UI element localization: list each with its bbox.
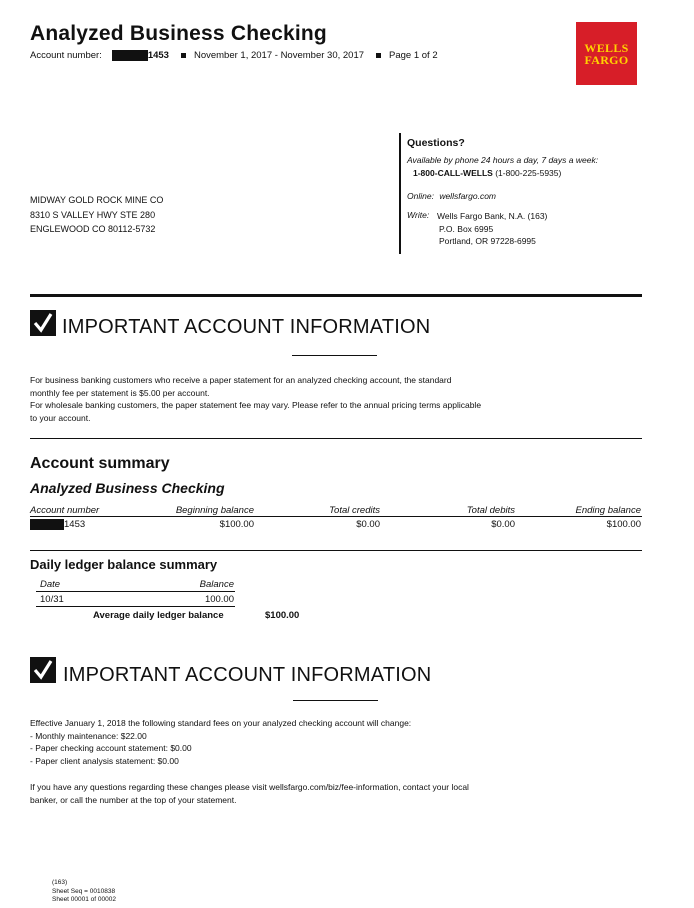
section-divider bbox=[30, 550, 642, 551]
address-line: ENGLEWOOD CO 80112-5732 bbox=[30, 224, 156, 234]
important-info-heading: IMPORTANT ACCOUNT INFORMATION bbox=[63, 664, 432, 686]
important-info-heading: IMPORTANT ACCOUNT INFORMATION bbox=[62, 316, 431, 338]
total-credits-value: $0.00 bbox=[356, 519, 380, 530]
phone-number: (1-800-225-5935) bbox=[495, 168, 562, 178]
write-label: Write: bbox=[407, 210, 430, 220]
notice-line: For wholesale banking customers, the paper statement fee may vary. Please refer to the annual pricing terms applicable bbox=[30, 400, 482, 410]
footer-line: Sheet 00001 of 00002 bbox=[52, 896, 116, 903]
write-block bbox=[407, 210, 637, 248]
customer-address bbox=[30, 193, 163, 237]
notice-line: For business banking customers who receive a paper statement for an analyzed checking account, the standard bbox=[30, 375, 452, 385]
account-last4: 1453 bbox=[64, 519, 86, 530]
questions-box bbox=[399, 133, 637, 254]
write-line: P.O. Box 6995 bbox=[439, 223, 494, 234]
notice-line: - Paper checking account statement: $0.00 bbox=[30, 743, 192, 753]
logo-line-1: WELLS bbox=[584, 40, 629, 55]
heading-underline bbox=[293, 700, 378, 701]
ledger-row-rule bbox=[36, 606, 235, 607]
online-url[interactable]: wellsfargo.com bbox=[439, 191, 496, 201]
product-name: Analyzed Business Checking bbox=[30, 480, 225, 496]
notice-line: - Paper client analysis statement: $0.00 bbox=[30, 755, 179, 766]
col-total-debits: Total debits bbox=[466, 505, 515, 516]
notice-line: banker, or call the number at the top of your statement. bbox=[30, 794, 237, 805]
wells-fargo-logo bbox=[576, 22, 637, 85]
table-header-rule bbox=[30, 516, 642, 517]
section-divider bbox=[30, 438, 642, 439]
redacted-block bbox=[30, 519, 64, 530]
statement-period: November 1, 2017 - November 30, 2017 bbox=[193, 50, 365, 61]
fee-change-paragraph bbox=[30, 717, 530, 767]
avg-ledger-label: Average daily ledger balance bbox=[93, 610, 224, 621]
notice-line: - Monthly maintenance: $22.00 bbox=[30, 730, 147, 741]
redacted-block bbox=[112, 50, 148, 61]
beginning-balance-value: $100.00 bbox=[219, 519, 254, 530]
summary-account-cell bbox=[30, 519, 85, 530]
col-beginning-balance: Beginning balance bbox=[175, 505, 254, 516]
col-total-credits: Total credits bbox=[329, 505, 380, 516]
account-number-label: Account number: bbox=[30, 50, 102, 61]
notice-line: to your account. bbox=[30, 412, 91, 423]
ledger-balance: 100.00 bbox=[204, 594, 234, 605]
ledger-date: 10/31 bbox=[40, 594, 64, 605]
heading-underline bbox=[292, 355, 377, 356]
checkmark-icon bbox=[30, 310, 56, 336]
account-line bbox=[30, 50, 438, 61]
questions-title: Questions? bbox=[407, 137, 465, 149]
avg-ledger-value: $100.00 bbox=[265, 610, 300, 621]
contact-paragraph bbox=[30, 781, 550, 806]
bullet-square-icon bbox=[181, 53, 186, 58]
logo-line-2: FARGO bbox=[584, 52, 629, 67]
notice-line: If you have any questions regarding these changes please visit wellsfargo.com/biz/fee-information, contact your local bbox=[30, 782, 469, 792]
sheet-footer bbox=[52, 879, 116, 905]
ending-balance-value: $100.00 bbox=[606, 519, 641, 530]
bullet-square-icon bbox=[376, 53, 381, 58]
footer-line: (163) bbox=[52, 879, 68, 886]
ledger-header-rule bbox=[36, 591, 235, 592]
ledger-heading: Daily ledger balance summary bbox=[30, 557, 218, 572]
col-date: Date bbox=[40, 579, 61, 590]
write-line: Portland, OR 97228-6995 bbox=[439, 236, 536, 246]
address-line: MIDWAY GOLD ROCK MINE CO bbox=[30, 195, 164, 205]
statement-title: Analyzed Business Checking bbox=[30, 22, 327, 45]
col-account-number: Account number bbox=[30, 505, 100, 516]
availability-text: Available by phone 24 hours a day, 7 days a week: bbox=[407, 155, 599, 165]
total-debits-value: $0.00 bbox=[491, 519, 515, 530]
notice-paragraph bbox=[30, 374, 530, 424]
phone-line bbox=[407, 168, 637, 178]
account-summary-heading: Account summary bbox=[30, 455, 170, 472]
notice-line: Effective January 1, 2018 the following standard fees on your analyzed checking account will change: bbox=[30, 718, 412, 728]
col-balance: Balance bbox=[199, 579, 234, 590]
online-line bbox=[407, 191, 637, 201]
notice-line: monthly fee per statement is $5.00 per account. bbox=[30, 387, 210, 398]
account-last4: 1453 bbox=[147, 50, 169, 61]
section-divider bbox=[30, 294, 642, 297]
checkmark-icon bbox=[30, 657, 56, 683]
phone-name: 1-800-CALL-WELLS bbox=[413, 168, 493, 178]
online-label: Online: bbox=[407, 191, 434, 201]
footer-line: Sheet Seq = 0010838 bbox=[52, 887, 116, 895]
page-indicator: Page 1 of 2 bbox=[389, 50, 438, 61]
write-line: Wells Fargo Bank, N.A. (163) bbox=[437, 211, 548, 221]
col-ending-balance: Ending balance bbox=[575, 505, 641, 516]
address-line: 8310 S VALLEY HWY STE 280 bbox=[30, 209, 156, 220]
